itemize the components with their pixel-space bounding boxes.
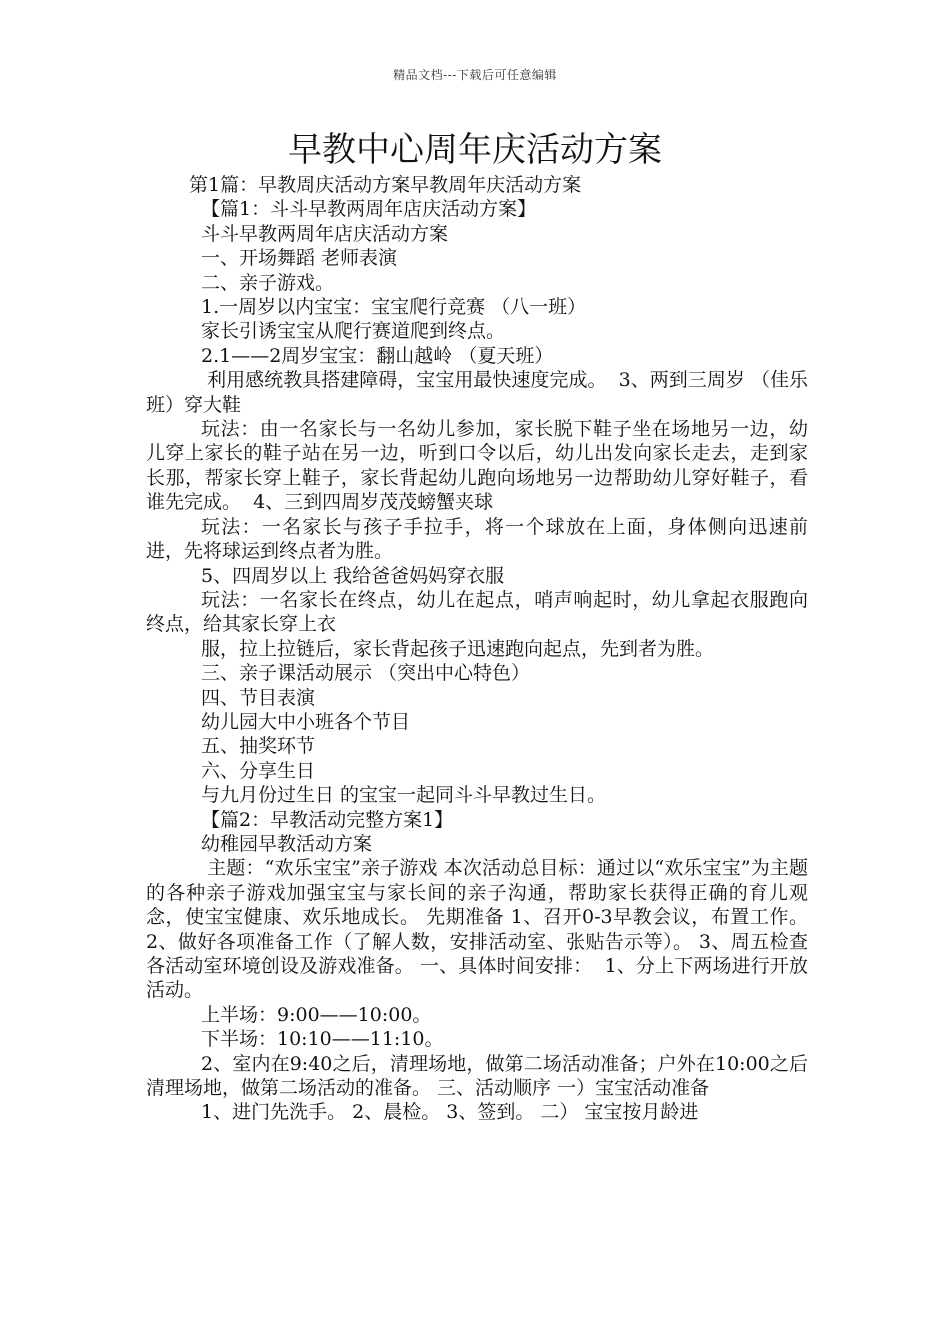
paragraph: 斗斗早教两周年店庆活动方案 [201, 222, 449, 245]
paragraph: 家长引诱宝宝从爬行赛道爬到终点。 [201, 320, 506, 343]
document-title: 早教中心周年庆活动方案 [288, 130, 662, 170]
paragraph: 1、进门先洗手。 2、晨检。 3、签到。 二） 宝宝按月龄进 [201, 1101, 699, 1124]
paragraph: 一、开场舞蹈 老师表演 [201, 247, 398, 270]
paragraph: 幼儿园大中小班各个节目 [201, 710, 411, 733]
paragraph: 主题：“欢乐宝宝”亲子游戏 本次活动总目标：通过以“欢乐宝宝”为主题的各种亲子游戏加强宝宝与家长间的亲子沟通，帮助家长获得正确的育儿观念，使宝宝健康、欢乐地成长。 先期准备 1、召开0-3早教会议，布置工作。 2、做好各项准备工作（了解人数，安排活动室、张贴告示等）。 3、周五检查各活动室环境创设及游戏准备。 一、具体时间安排： 1、分上下两场进行开放活动。 [146, 857, 821, 1002]
paragraph: 利用感统教具搭建障碍，宝宝用最快速度完成。 3、两到三周岁 （佳乐班）穿大鞋 [146, 369, 808, 416]
paragraph: 五、抽奖环节 [201, 735, 316, 758]
paragraph: 玩法：一名家长在终点，幼儿在起点，哨声响起时，幼儿拿起衣服跑向终点，给其家长穿上衣 [146, 588, 808, 636]
paragraph: 2、室内在9:40之后，清理场地，做第二场活动准备；户外在10:00之后清理场地，做第二场活动的准备。 三、活动顺序 一）宝宝活动准备 [146, 1052, 808, 1100]
paragraph-chapter-heading: 第1篇：早教周庆活动方案早教周年庆活动方案 [189, 174, 582, 196]
paragraph: 下半场：10:10——11:10。 [201, 1028, 444, 1051]
paragraph: 玩法：一名家长与孩子手拉手，将一个球放在上面，身体侧向迅速前进，先将球运到终点者为胜。 [146, 515, 808, 563]
paragraph: 四、节目表演 [201, 686, 316, 709]
paragraph: 二、亲子游戏。 [201, 271, 335, 294]
document-body [146, 173, 821, 1125]
paragraph: 幼稚园早教活动方案 [201, 832, 373, 855]
paragraph: 玩法：由一名家长与一名幼儿参加，家长脱下鞋子坐在场地另一边，幼儿穿上家长的鞋子站在另一边，听到口令以后，幼儿出发向家长走去，走到家长那，帮家长穿上鞋子，家长背起幼儿跑向场地另一边帮助幼儿穿好鞋子，看谁先完成。 4、三到四周岁茂茂螃蟹夹球 [146, 418, 808, 514]
paragraph-section-2-heading: 【篇2：早教活动完整方案1】 [201, 808, 454, 831]
paragraph: 上半场：9:00——10:00。 [201, 1003, 432, 1026]
header-note: 精品文档---下载后可任意编辑 [393, 68, 557, 82]
paragraph: 服，拉上拉链后，家长背起孩子迅速跑向起点，先到者为胜。 [201, 637, 715, 660]
paragraph: 2.1——2周岁宝宝：翻山越岭 （夏天班） [201, 344, 554, 367]
paragraph: 与九月份过生日 的宝宝一起同斗斗早教过生日。 [201, 784, 607, 807]
paragraph: 六、分享生日 [201, 759, 316, 782]
paragraph-section-1-heading: 【篇1：斗斗早教两周年店庆活动方案】 [201, 198, 537, 221]
paragraph: 三、亲子课活动展示 （突出中心特色） [201, 662, 531, 685]
paragraph: 5、四周岁以上 我给爸爸妈妈穿衣服 [201, 564, 505, 587]
paragraph: 1.一周岁以内宝宝：宝宝爬行竞赛 （八一班） [201, 296, 587, 319]
